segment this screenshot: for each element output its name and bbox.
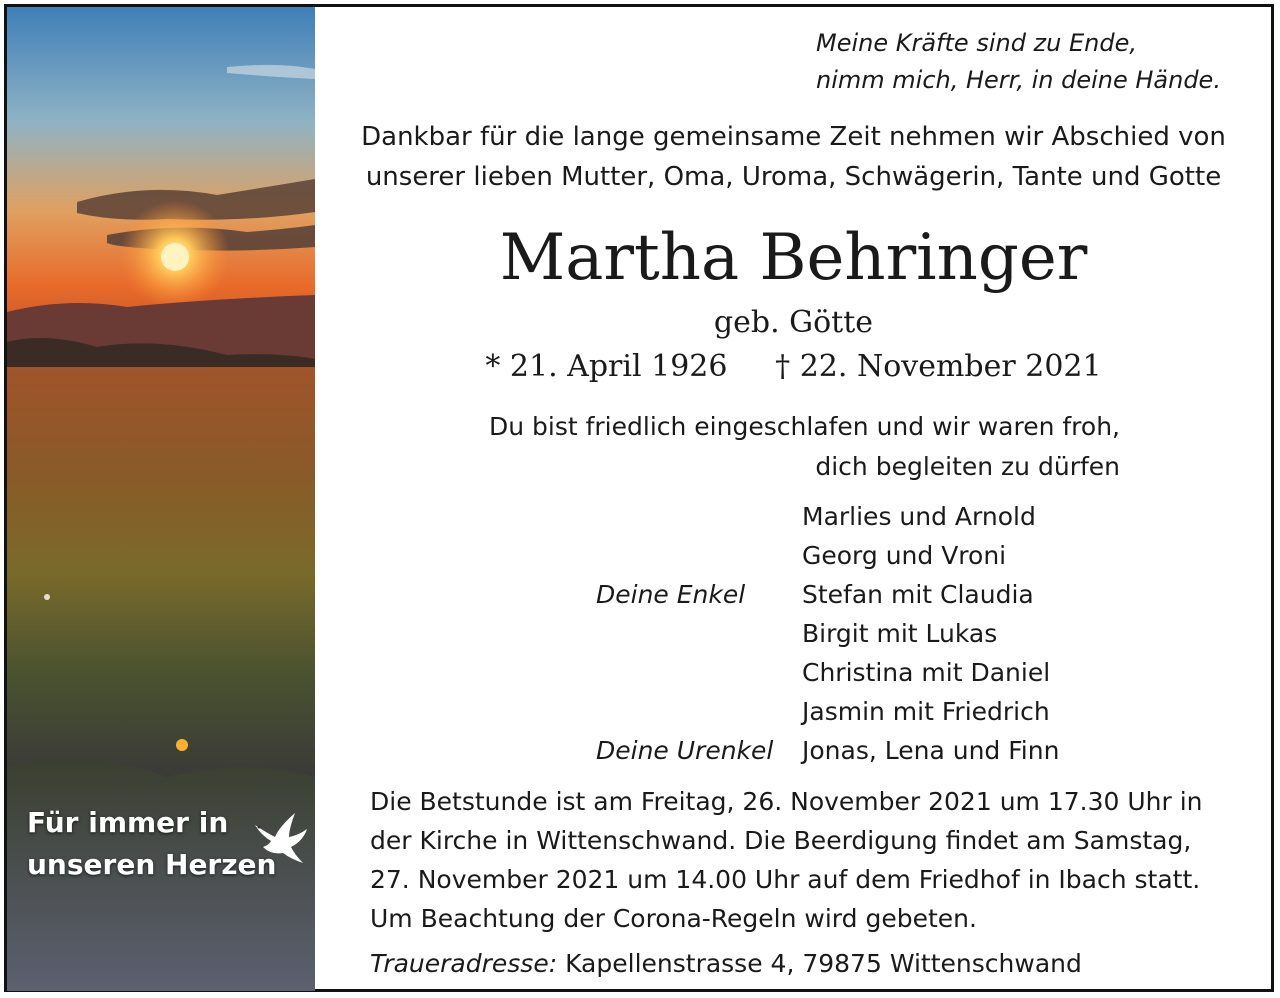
- family-name: Stefan mit Claudia: [802, 580, 1034, 609]
- family-name: Jasmin mit Friedrich: [802, 697, 1050, 726]
- family-name: Georg und Vroni: [802, 541, 1007, 570]
- service-info: [370, 782, 1270, 938]
- label-enkel: Deine Enkel: [596, 580, 746, 609]
- dove-icon: [249, 807, 311, 869]
- sunset-photo: [7, 7, 315, 991]
- intro-text: [316, 117, 1271, 197]
- quote-line1: Meine Kräfte sind zu Ende,: [816, 29, 1137, 57]
- address-label: Traueradresse:: [370, 949, 558, 978]
- photo-caption-line2: unseren Herzen: [27, 848, 277, 881]
- farewell-text: [454, 407, 1120, 487]
- photo-caption-line1: Für immer in: [27, 806, 229, 839]
- mourning-address: [370, 944, 1082, 983]
- address-value: Kapellenstrasse 4, 79875 Wittenschwand: [565, 949, 1082, 978]
- service-line4: Um Beachtung der Corona-Regeln wird gebeten.: [370, 904, 977, 933]
- quote: [816, 25, 1221, 99]
- death-date: † 22. November 2021: [775, 349, 1102, 384]
- service-line1: Die Betstunde ist am Freitag, 26. November 2021 um 17.30 Uhr in: [370, 787, 1203, 816]
- quote-line2: nimm mich, Herr, in deine Hände.: [816, 66, 1221, 94]
- maiden-name: geb. Götte: [713, 305, 874, 340]
- obituary-text-area: [316, 7, 1271, 991]
- farewell-line2: dich begleiten zu dürfen: [815, 452, 1120, 481]
- family-name: Birgit mit Lukas: [802, 619, 998, 648]
- label-urenkel: Deine Urenkel: [596, 736, 774, 765]
- service-line3: 27. November 2021 um 14.00 Uhr auf dem Friedhof in Ibach statt.: [370, 865, 1201, 894]
- farewell-line1: Du bist friedlich eingeschlafen und wir waren froh,: [488, 412, 1120, 441]
- family-name: Marlies und Arnold: [802, 502, 1036, 531]
- intro-line1: Dankbar für die lange gemeinsame Zeit nehmen wir Abschied von: [361, 122, 1226, 152]
- birth-date: * 21. April 1926: [485, 349, 728, 384]
- family-list: [802, 497, 1059, 770]
- family-name: Christina mit Daniel: [802, 658, 1051, 687]
- deceased-name: Martha Behringer: [499, 221, 1088, 295]
- service-line2: der Kirche in Wittenschwand. Die Beerdigung findet am Samstag,: [370, 826, 1192, 855]
- life-dates: [316, 347, 1271, 387]
- family-name: Jonas, Lena und Finn: [802, 736, 1060, 765]
- photo-caption: [27, 802, 276, 886]
- intro-line2: unserer lieben Mutter, Oma, Uroma, Schwägerin, Tante und Gotte: [365, 162, 1222, 192]
